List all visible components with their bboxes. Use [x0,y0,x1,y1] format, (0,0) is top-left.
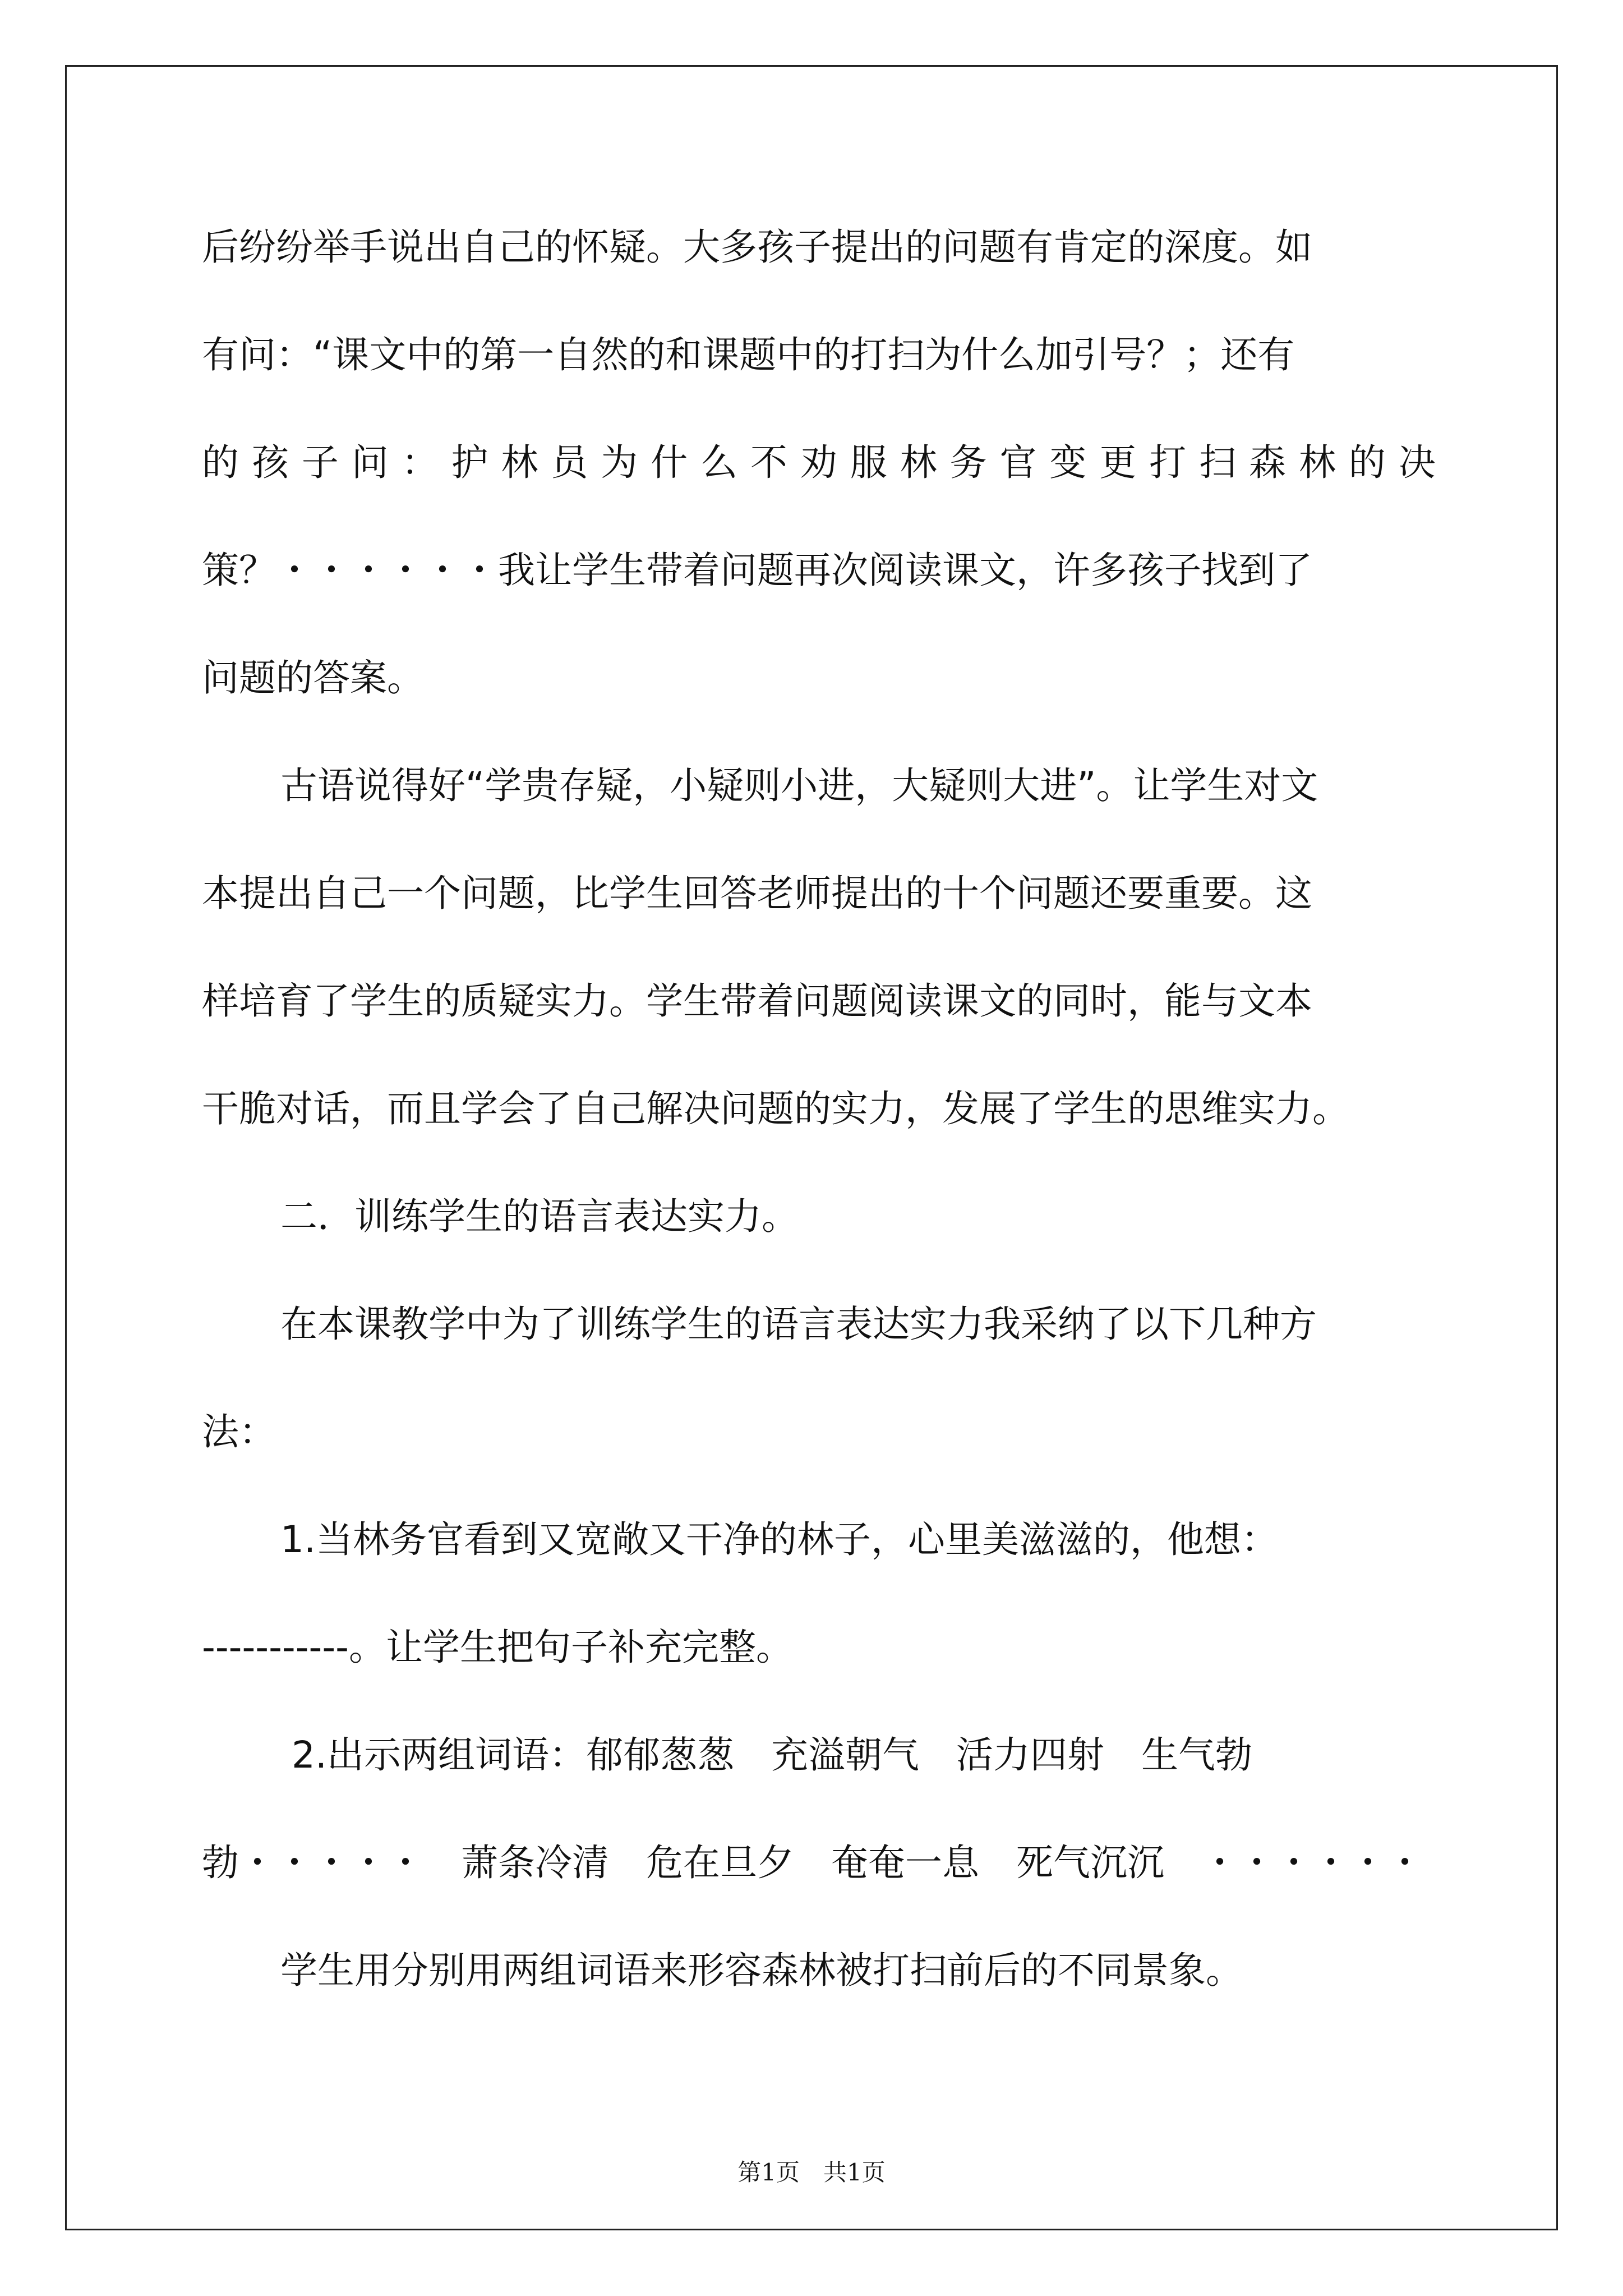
method-2-line-3: 学生用分别用两组词语来形容森林被打扫前后的不同景象。 [280,1949,1243,1992]
text-line-3: 的 孩 子 问 ： 护 林 员 为 什 么 不 劝 服 林 务 官 变 更 打 扫 森 林 的 决 [202,441,1436,484]
text-line-1: 后纷纷举手说出自己的怀疑。大多孩子提出的问题有肯定的深度。如 [202,226,1312,269]
paragraph-line-3: 样培育了学生的质疑实力。学生带着问题阅读课文的同时，能与文本 [202,979,1312,1023]
method-2-line-1: 2.出示两组词语：郁郁葱葱 充溢朝气 活力四射 生气勃 [292,1733,1252,1777]
paragraph-line-2: 本提出自己一个问题，比学生回答老师提出的十个问题还要重要。这 [202,872,1312,915]
text-line-2: 有问：“课文中的第一自然的和课题中的打扫为什么加引号？；还有 [202,333,1295,376]
method-intro-line-1: 在本课教学中为了训练学生的语言表达实力我采纳了以下几种方 [280,1303,1317,1346]
method-1-line-1: 1.当林务官看到又宽敞又干净的林子，心里美滋滋的，他想： [280,1518,1278,1561]
text-line-5: 问题的答案。 [202,656,424,700]
page-number-footer: 第1页 共1页 [737,2159,886,2186]
method-1-line-2: -----------。让学生把句子补充完整。 [202,1626,793,1669]
paragraph-line-4: 干脆对话，而且学会了自己解决问题的实力，发展了学生的思维实力。 [202,1087,1349,1130]
section-heading: 二．训练学生的语言表达实力。 [280,1195,799,1238]
text-line-4: 策？・・・・・・我让学生带着问题再次阅读课文，许多孩子找到了 [202,549,1312,592]
method-2-line-2: 勃・・・・・ 萧条冷清 危在旦夕 奄奄一息 死气沉沉 ・・・・・・ [202,1841,1423,1884]
paragraph-line-1: 古语说得好“学贵存疑，小疑则小进，大疑则大进”。让学生对文 [280,764,1318,807]
method-intro-line-2: 法： [202,1410,276,1453]
page-border [65,65,1558,2230]
